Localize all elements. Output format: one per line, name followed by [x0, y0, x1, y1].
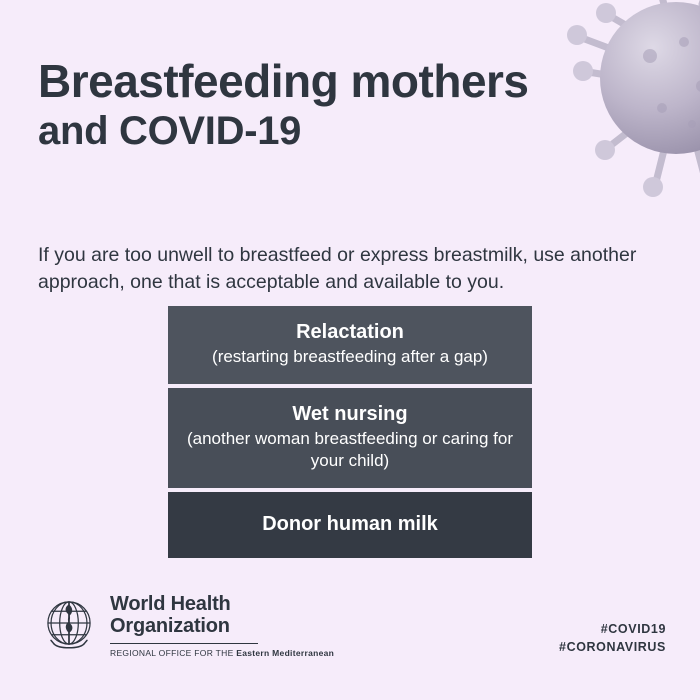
intro-paragraph: If you are too unwell to breastfeed or express breastmilk, use another approach, one that is acceptable and available to you. — [38, 243, 637, 294]
who-wordmark — [110, 592, 334, 658]
headline-line-2: and COVID-19 — [38, 109, 302, 153]
hashtag-block — [559, 620, 666, 656]
option-donor-human-milk — [168, 492, 532, 558]
who-logo — [38, 592, 334, 658]
who-divider — [110, 643, 258, 645]
page-title — [38, 55, 598, 154]
who-emblem-icon — [38, 592, 100, 654]
headline-line-1: Breastfeeding mothers — [38, 55, 529, 107]
hashtag-covid19: #COVID19 — [600, 621, 666, 636]
option-subtitle: (restarting breastfeeding after a gap) — [212, 347, 488, 366]
option-title: Wet nursing — [292, 403, 408, 426]
option-title: Donor human milk — [262, 513, 438, 536]
who-name-line-2: Organization — [110, 614, 230, 637]
option-subtitle: (another woman breastfeeding or caring for your child) — [186, 429, 513, 471]
who-name-line-1: World Health — [110, 593, 231, 616]
options-list — [168, 306, 532, 558]
option-title: Relactation — [296, 321, 404, 343]
option-wet-nursing — [168, 388, 532, 488]
who-region-line — [110, 648, 334, 658]
option-relactation — [168, 306, 532, 384]
hashtag-coronavirus: #CORONAVIRUS — [559, 639, 666, 654]
region-name: Eastern Mediterranean — [236, 648, 335, 658]
region-prefix: REGIONAL OFFICE FOR THE — [110, 648, 237, 658]
